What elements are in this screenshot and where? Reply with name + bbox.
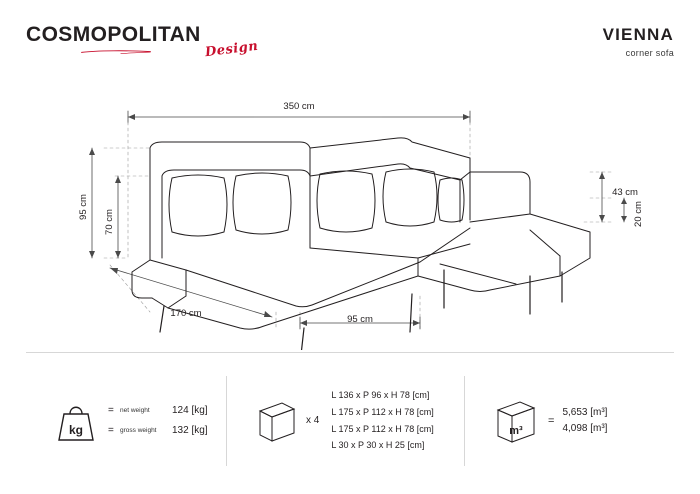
brand-logo xyxy=(26,23,286,61)
witness-lines xyxy=(104,122,612,328)
brand-script-text: Design xyxy=(203,38,259,61)
section-divider xyxy=(26,352,674,353)
label-depth-right: 95 cm xyxy=(347,314,373,325)
spec-divider-2 xyxy=(464,376,465,466)
dim-top-width xyxy=(128,111,470,123)
brand-name: COSMOPOLITAN xyxy=(26,23,201,46)
volume-value-2: 4,098 [m³] xyxy=(562,422,608,434)
package-dim-2: L 175 x P 112 x H 78 [cm] xyxy=(331,406,434,417)
label-depth-left: 170 cm xyxy=(170,308,202,319)
volume-box-icon xyxy=(492,396,538,446)
volume-unit-label: m³ xyxy=(509,424,523,437)
volume-equals: = xyxy=(548,414,555,427)
dim-left-heights xyxy=(89,148,121,258)
carton-box-icon xyxy=(254,397,298,445)
label-right-height-inner: 20 cm xyxy=(633,201,644,227)
weight-unit-label: kg xyxy=(68,422,84,437)
net-weight-label: net weight xyxy=(120,406,150,414)
sofa-cushions xyxy=(169,169,464,236)
specifications-row xyxy=(26,368,674,473)
gross-weight-value: 132 [kg] xyxy=(172,425,208,436)
packaging-spec xyxy=(254,368,434,473)
net-weight-value: 124 [kg] xyxy=(172,405,208,416)
product-title: VIENNA xyxy=(602,25,674,44)
label-left-height-inner: 70 cm xyxy=(104,209,115,235)
package-count: x 4 xyxy=(306,415,320,426)
label-left-height-outer: 95 cm xyxy=(78,194,89,220)
package-dim-3: L 175 x P 112 x H 78 [cm] xyxy=(331,423,434,434)
label-right-height-outer: 43 cm xyxy=(612,187,638,198)
brand-underline-swash xyxy=(28,50,204,54)
package-dim-4: L 30 x P 30 x H 25 [cm] xyxy=(331,440,425,451)
weight-spec xyxy=(54,368,208,473)
gross-weight-row xyxy=(108,421,208,441)
sofa-legs xyxy=(160,270,562,350)
volume-value-1: 5,653 [m³] xyxy=(562,406,608,418)
weight-bag-icon xyxy=(54,398,98,444)
sofa-outline xyxy=(132,138,590,329)
gross-weight-label: gross weight xyxy=(120,426,157,434)
label-top-width: 350 cm xyxy=(283,101,315,112)
net-weight-equals: = xyxy=(108,405,114,416)
spec-divider-1 xyxy=(226,376,227,466)
product-subtitle: corner sofa xyxy=(625,47,674,58)
net-weight-row xyxy=(108,401,208,421)
product-header xyxy=(603,26,674,58)
sofa-technical-drawing xyxy=(0,80,700,350)
package-dim-1: L 136 x P 96 x H 78 [cm] xyxy=(331,390,430,401)
volume-spec xyxy=(492,368,607,473)
gross-weight-equals: = xyxy=(108,425,114,436)
